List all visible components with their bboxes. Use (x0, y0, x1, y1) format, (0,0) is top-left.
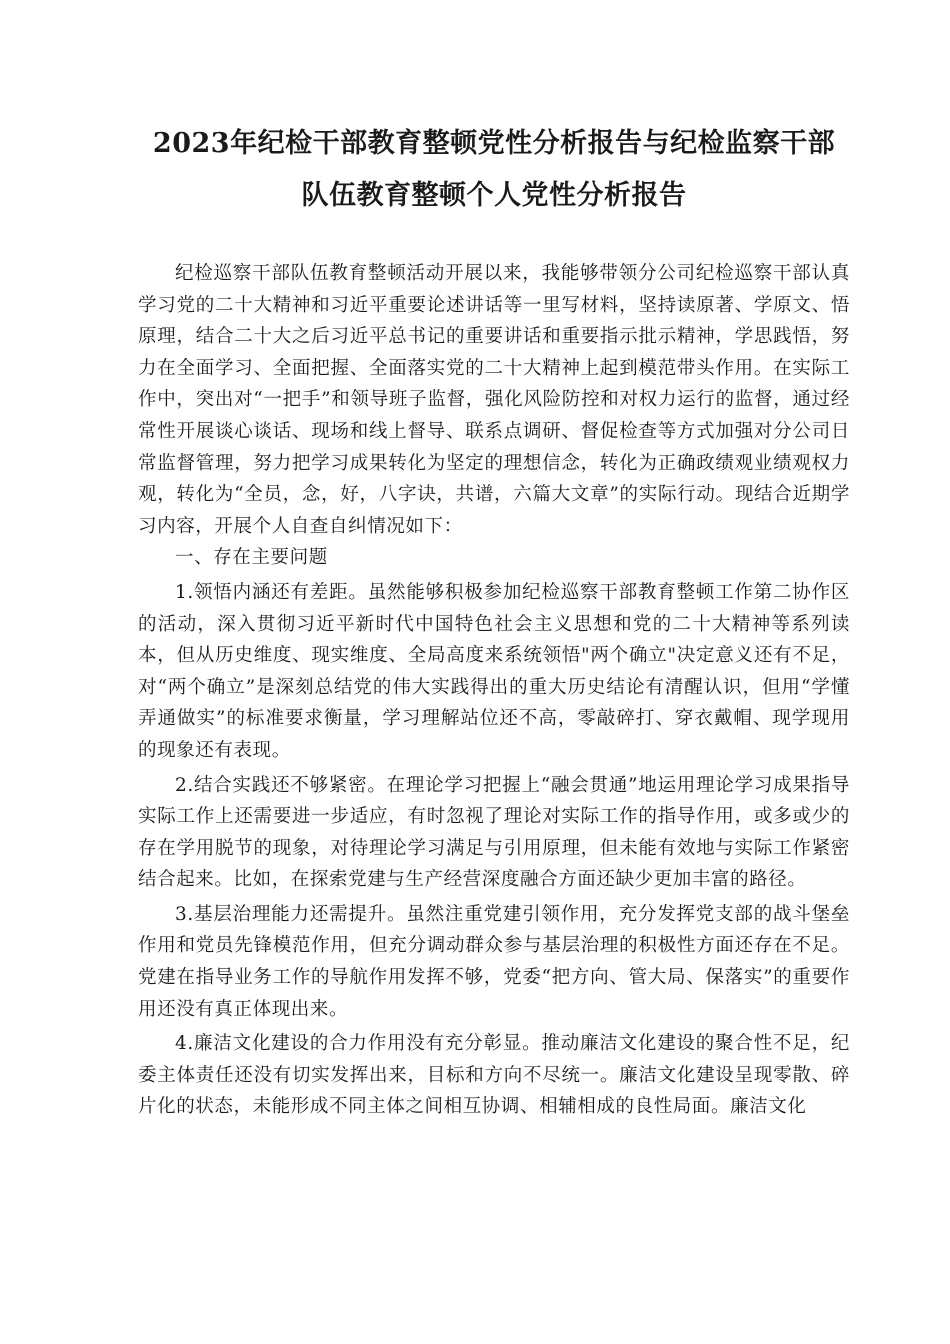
problem-item-4: 4.廉洁文化建设的合力作用没有充分彰显。推动廉洁文化建设的聚合性不足，纪委主体责任还没有切实发挥出来，目标和方向不尽统一。廉洁文化建设呈现零散、碎片化的状态，未能形成不同主体之间相互协调、相辅相成的良性局面。廉洁文化 (138, 1033, 850, 1118)
document-page (138, 118, 850, 1123)
problem-item-2: 2.结合实践还不够紧密。在理论学习把握上“融会贯通”地运用理论学习成果指导实际工作上还需要进一步适应，有时忽视了理论对实际工作的指导作用，或多或少的存在学用脱节的现象，对待理论学习满足与引用原理，但未能有效地与实际工作紧密结合起来。比如，在探索党建与生产经营深度融合方面还缺少更加丰富的路径。 (138, 774, 850, 891)
title-line-1: 2023年纪检干部教育整顿党性分析报告与纪检监察干部 (152, 128, 836, 159)
intro-paragraph: 纪检巡察干部队伍教育整顿活动开展以来，我能够带领分公司纪检巡察干部认真学习党的二十大精神和习近平重要论述讲话等一里写材料，坚持读原著、学原文、悟原理，结合二十大之后习近平总书记的重要讲话和重要指示批示精神，学思践悟，努力在全面学习、全面把握、全面落实党的二十大精神上起到模范带头作用。在实际工作中，突出对“一把手”和领导班子监督，强化风险防控和对权力运行的监督，通过经常性开展谈心谈话、现场和线上督导、联系点调研、督促检查等方式加强对分公司日常监督管理，努力把学习成果转化为坚定的理想信念，转化为正确政绩观业绩观权力观，转化为“全员，念，好，八字诀，共谱，六篇大文章”的实际行动。现结合近期学习内容，开展个人自查自纠情况如下： (138, 263, 850, 537)
section-heading: 一、存在主要问题 (175, 547, 328, 569)
document-body (138, 258, 850, 1123)
problem-item-1: 1.领悟内涵还有差距。虽然能够积极参加纪检巡察干部教育整顿工作第二协作区的活动，深入贯彻习近平新时代中国特色社会主义思想和党的二十大精神等系列读本，但从历史维度、现实维度、全局高度来系统领悟"两个确立"决定意义还有不足，对“两个确立”是深刻总结党的伟大实践得出的重大历史结论有清醒认识，但用“学懂弄通做实”的标准要求衡量，学习理解站位还不高，零敲碎打、穿衣戴帽、现学现用的现象还有表现。 (138, 581, 850, 761)
problem-item-3: 3.基层治理能力还需提升。虽然注重党建引领作用，充分发挥党支部的战斗堡垒作用和党员先锋模范作用，但充分调动群众参与基层治理的积极性方面还存在不足。党建在指导业务工作的导航作用发挥不够，党委“把方向、管大局、保落实”的重要作用还没有真正体现出来。 (138, 903, 850, 1020)
document-title (118, 118, 870, 222)
title-line-2: 队伍教育整顿个人党性分析报告 (301, 180, 687, 211)
